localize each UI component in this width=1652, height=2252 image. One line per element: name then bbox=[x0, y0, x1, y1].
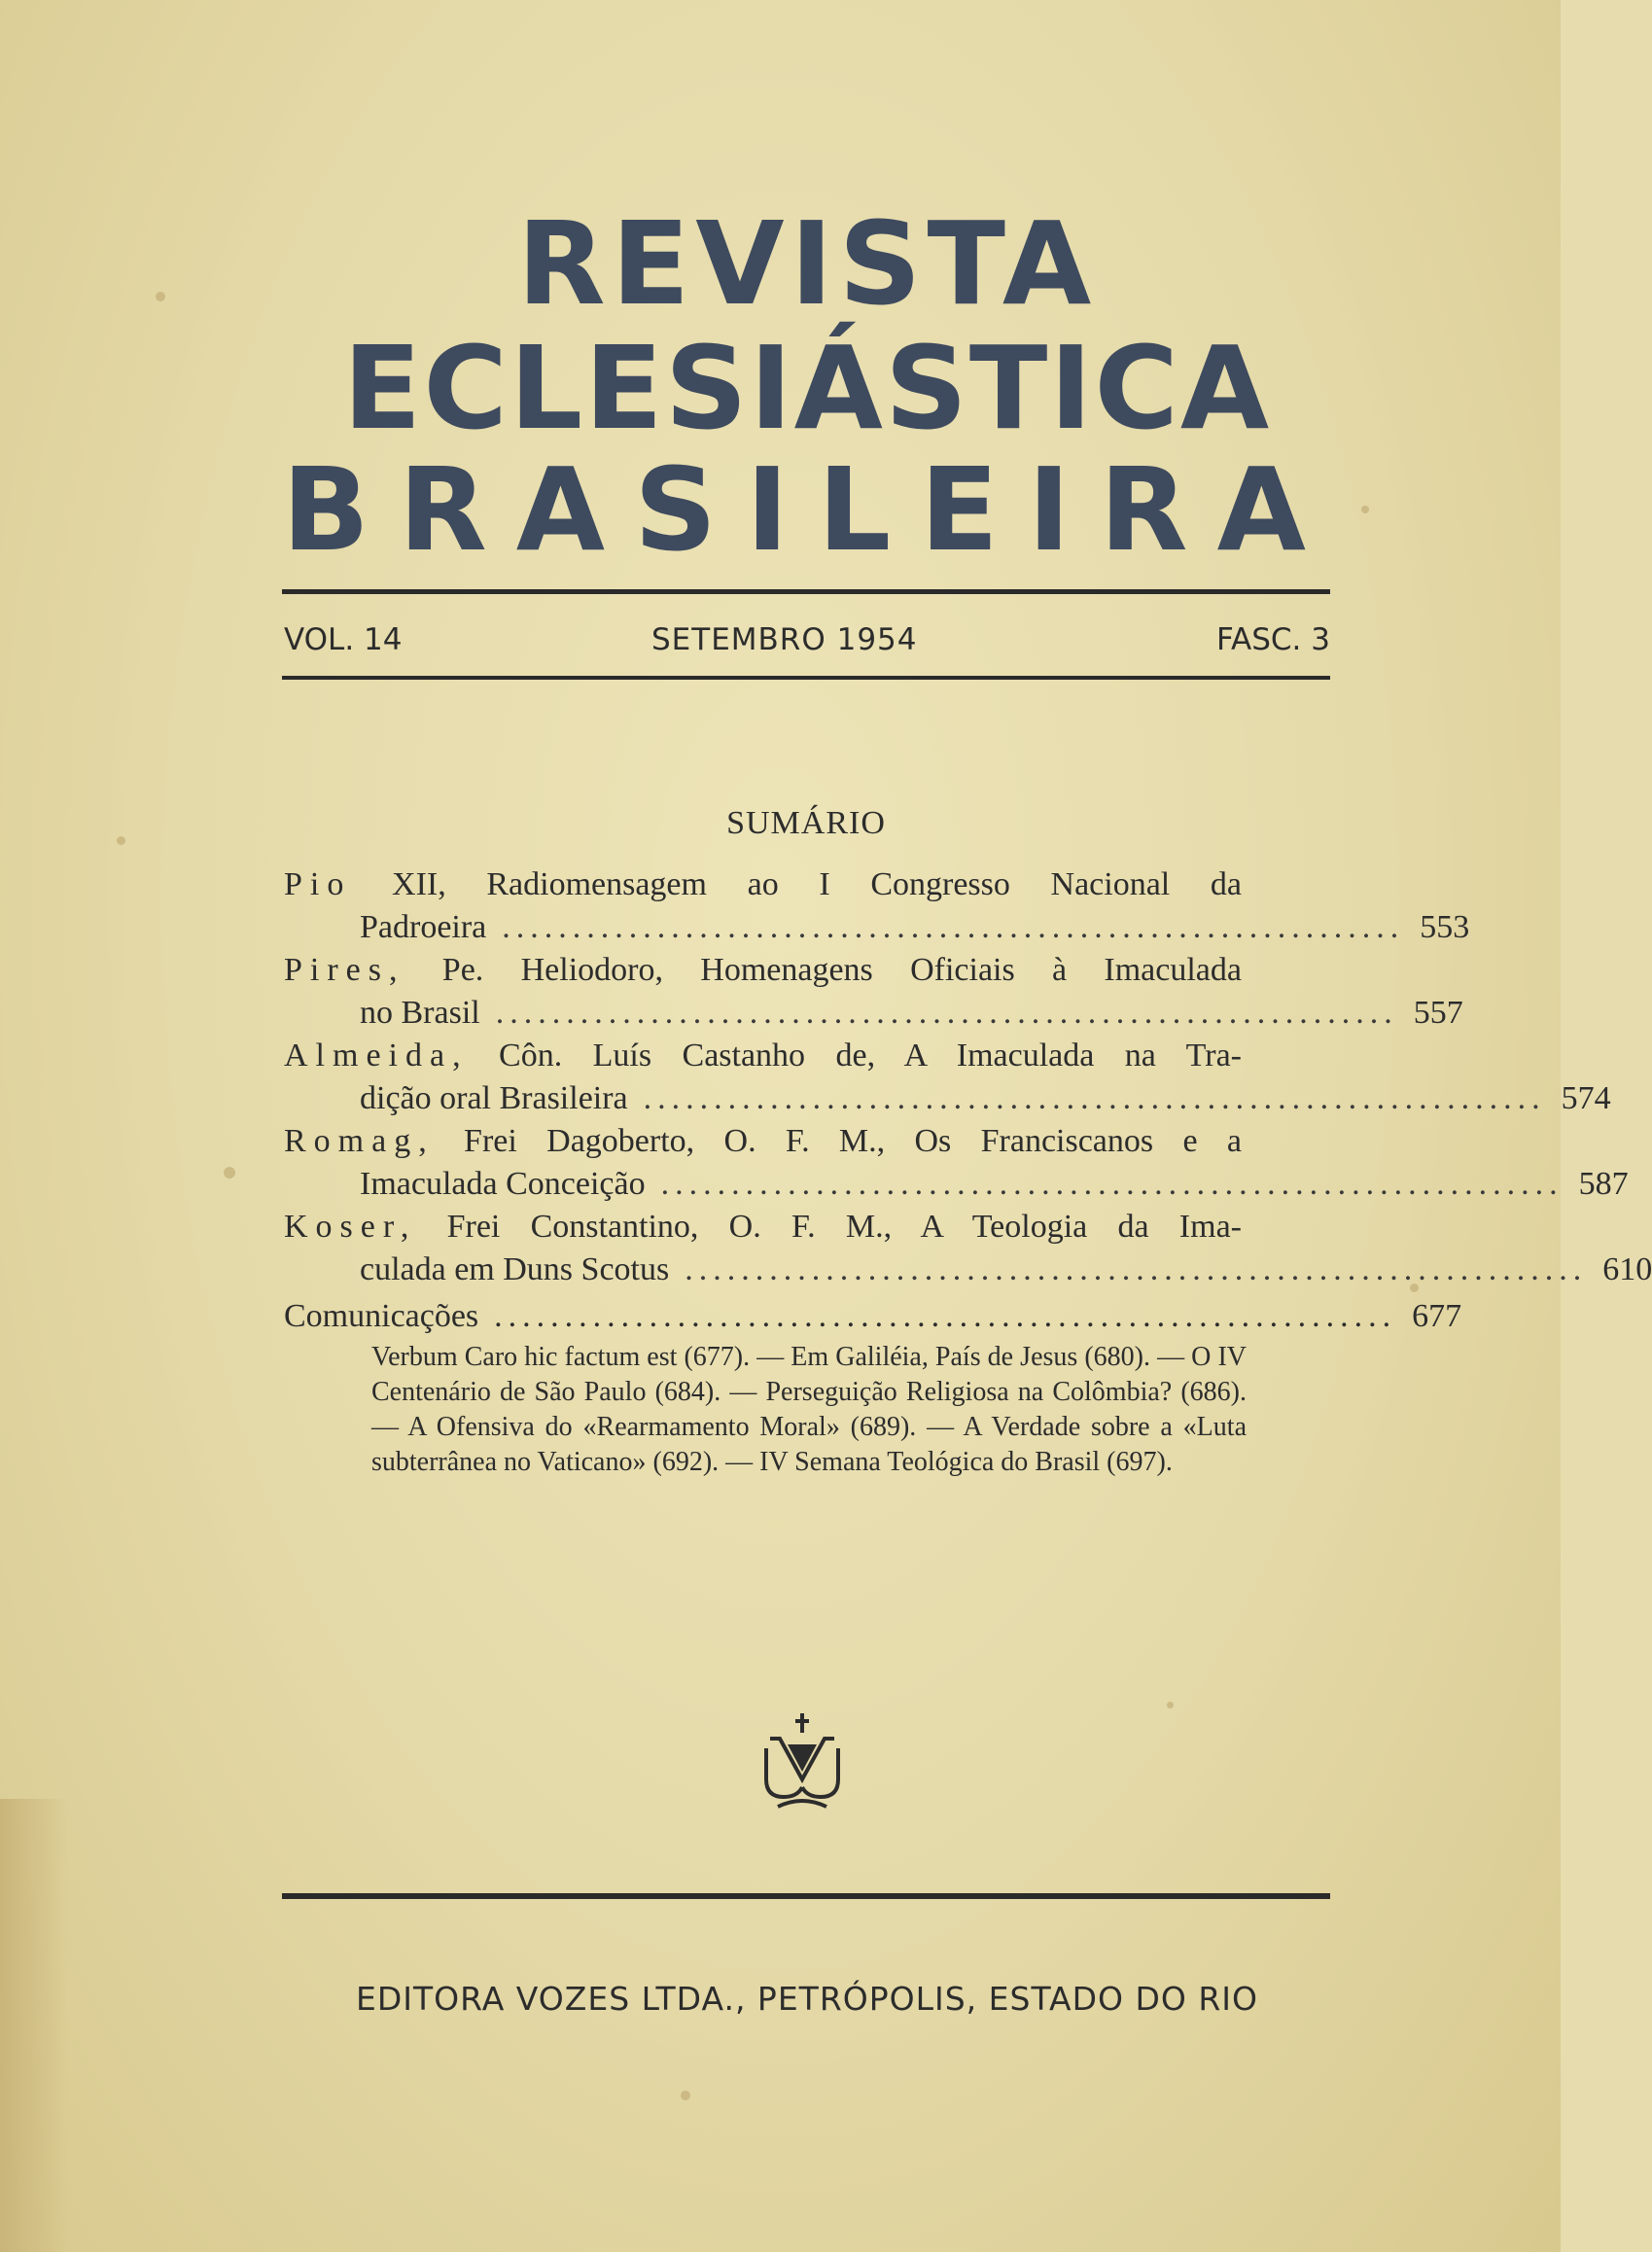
toc-entry-line-1 bbox=[284, 949, 1242, 992]
toc-author: Pires, bbox=[284, 952, 405, 988]
toc-title-end: no Brasil bbox=[360, 995, 480, 1031]
paper-speck bbox=[1167, 1702, 1174, 1708]
paper-speck bbox=[1361, 506, 1369, 513]
edge-wear bbox=[0, 1799, 68, 2252]
fascicle-label: FASC. 3 bbox=[1216, 622, 1330, 657]
toc-author: Koser, bbox=[284, 1209, 417, 1245]
toc-title-start: Frei Constantino, O. F. M., A Teologia da Ima- bbox=[416, 1209, 1242, 1245]
masthead-line-1: REVISTA bbox=[516, 196, 1098, 331]
toc-entry bbox=[284, 1206, 1652, 1291]
dot-leader: ................................................................ bbox=[685, 1251, 1588, 1287]
toc-title-end: Padroeira bbox=[360, 909, 487, 945]
communications-entry bbox=[284, 1295, 1462, 1338]
toc-page-number: 557 bbox=[1413, 995, 1463, 1031]
toc-entry-line-1 bbox=[284, 1035, 1242, 1077]
toc-title-start: Frei Dagoberto, O. F. M., Os Franciscanos e a bbox=[434, 1123, 1242, 1159]
toc-entry-line-2 bbox=[284, 1163, 1629, 1206]
toc-entry-line-2 bbox=[284, 906, 1470, 949]
paper-speck bbox=[224, 1167, 235, 1179]
issue-info-line bbox=[282, 622, 1330, 661]
toc-title-end: culada em Duns Scotus bbox=[360, 1251, 670, 1287]
toc-entry-line-1 bbox=[284, 1120, 1242, 1163]
toc-entry-line-2 bbox=[284, 1077, 1611, 1120]
toc-entry-line-2 bbox=[284, 1249, 1652, 1291]
communications-label: Comunicações bbox=[284, 1298, 479, 1334]
toc-author: Pio bbox=[284, 866, 352, 902]
table-of-contents bbox=[284, 863, 1652, 1480]
toc-page-number: 587 bbox=[1578, 1166, 1629, 1202]
toc-entry bbox=[284, 863, 1470, 949]
toc-author: Almeida, bbox=[284, 1038, 469, 1073]
toc-entry-line-1 bbox=[284, 863, 1242, 906]
issue-date: SETEMBRO 1954 bbox=[651, 622, 918, 657]
toc-title-end: Imaculada Conceição bbox=[360, 1166, 646, 1202]
toc-title-start: Côn. Luís Castanho de, A Imaculada na Tra- bbox=[468, 1038, 1242, 1073]
publisher-monogram-emblem-icon bbox=[758, 1709, 846, 1816]
volume-label: VOL. 14 bbox=[284, 622, 403, 657]
toc-title-start: Pe. Heliodoro, Homenagens Oficiais à Imaculada bbox=[404, 952, 1242, 988]
toc-page-number: 553 bbox=[1420, 909, 1470, 945]
dot-leader: ................................................................ bbox=[660, 1166, 1564, 1202]
bottom-rule bbox=[282, 676, 1330, 680]
communications-detail: Verbum Caro hic factum est (677). — Em Galiléia, País de Jesus (680). — O IV Centenário de São Paulo (684). — Perseguição Religiosa na Colômbia? (686). — A Ofensiva do «Rearmamento Moral» (689). — A Verdade sobre a «Luta subterrânea no Vaticano» (692). — IV Semana Teológica do Brasil (697). bbox=[371, 1342, 1247, 1477]
toc-entry-line-2 bbox=[284, 992, 1463, 1035]
toc-title-start: XII, Radiomensagem ao I Congresso Nacional da bbox=[351, 866, 1242, 902]
dot-leader: ................................................................ bbox=[495, 995, 1398, 1031]
dot-leader: ................................................................ bbox=[643, 1080, 1546, 1116]
toc-entry bbox=[284, 1120, 1629, 1206]
dot-leader: ................................................................ bbox=[494, 1298, 1397, 1334]
paper-speck bbox=[117, 836, 125, 845]
toc-page-number: 574 bbox=[1561, 1080, 1611, 1116]
toc-entry bbox=[284, 1035, 1611, 1120]
sumario-heading: SUMÁRIO bbox=[726, 805, 886, 841]
dot-leader: ................................................................ bbox=[502, 909, 1405, 945]
toc-title-end: dição oral Brasileira bbox=[360, 1080, 628, 1116]
toc-entry bbox=[284, 949, 1463, 1035]
paper-speck bbox=[156, 292, 165, 301]
masthead-line-3: BRASILEIRA bbox=[282, 442, 1335, 577]
toc-page-number: 610 bbox=[1602, 1251, 1652, 1287]
paper-speck bbox=[681, 2091, 690, 2100]
top-rule bbox=[282, 589, 1330, 594]
toc-author: Romag, bbox=[284, 1123, 435, 1159]
communications-page-number: 677 bbox=[1412, 1298, 1462, 1334]
toc-entry-line-1 bbox=[284, 1206, 1242, 1249]
masthead-line-2: ECLESIÁSTICA bbox=[342, 321, 1272, 455]
footer-rule bbox=[282, 1893, 1330, 1899]
publisher-line: EDITORA VOZES LTDA., PETRÓPOLIS, ESTADO DO RIO bbox=[355, 1980, 1259, 2018]
